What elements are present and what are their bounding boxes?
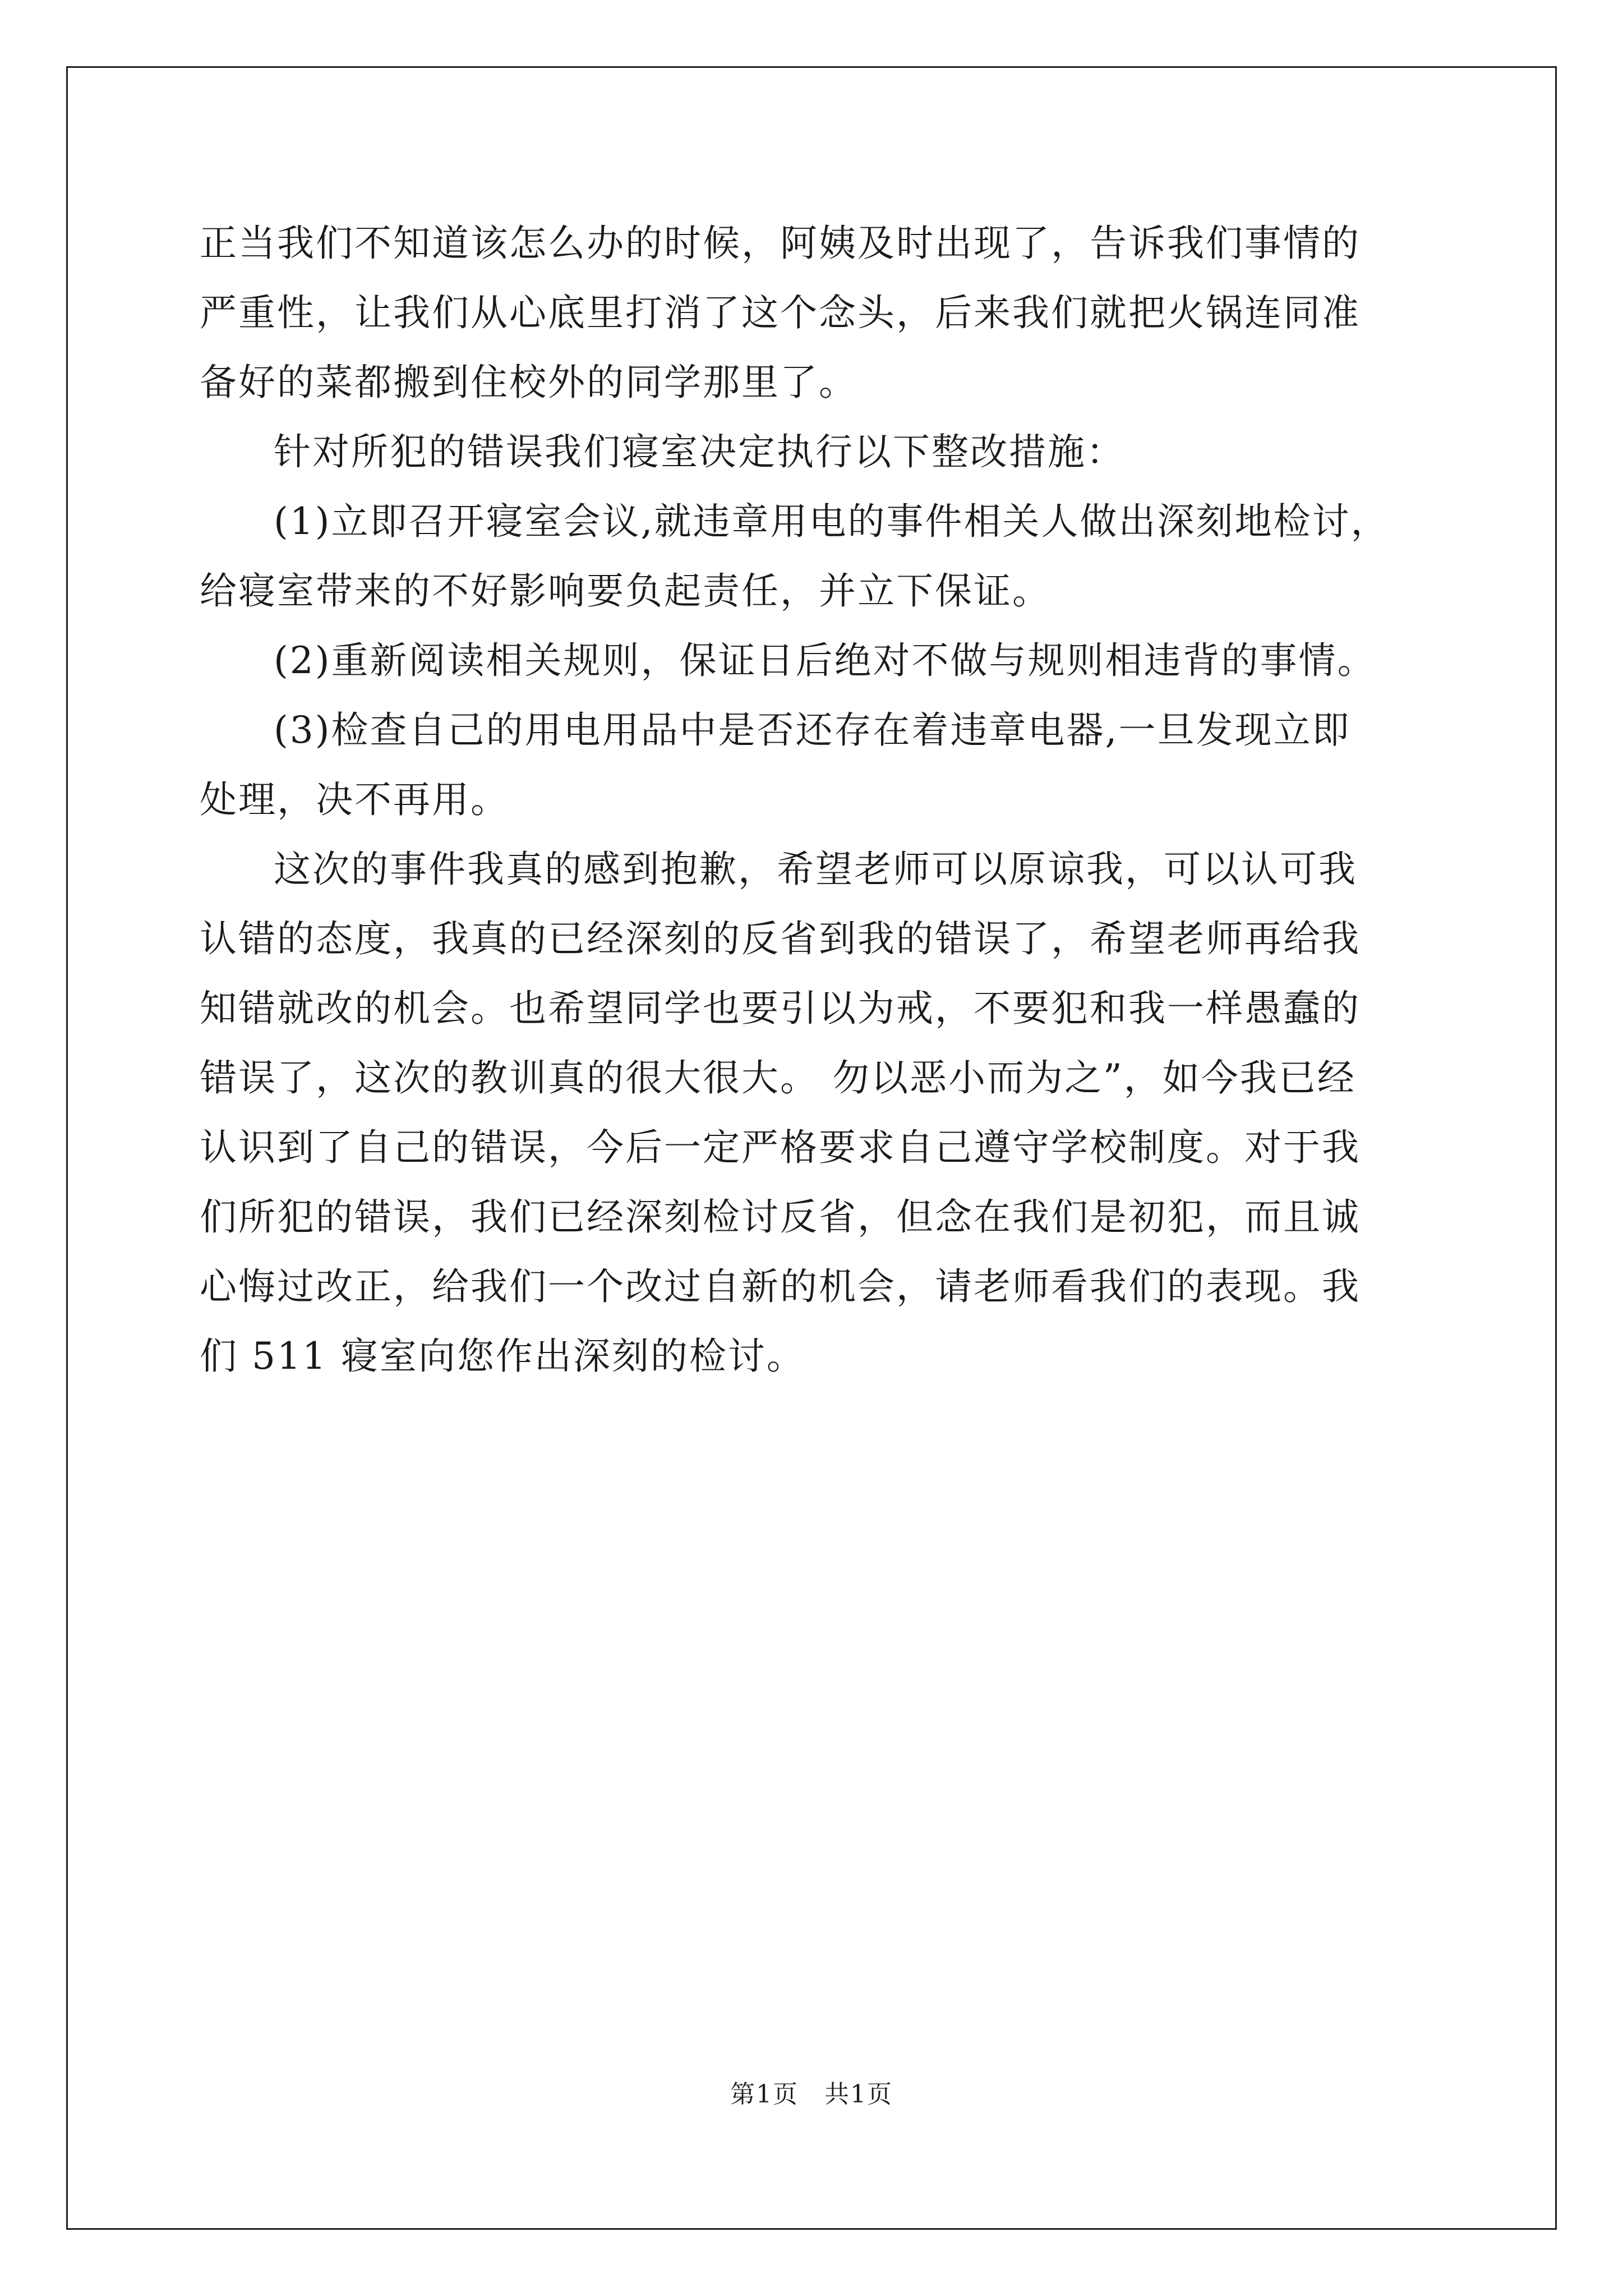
text-line: 给寝室带来的不好影响要负起责任，并立下保证。 bbox=[200, 569, 1051, 613]
text-line: 知错就改的机会。也希望同学也要引以为戒，不要犯和我一样愚蠢的 bbox=[200, 987, 1361, 1030]
text-line: 认错的态度，我真的已经深刻的反省到我的错误了，希望老师再给我 bbox=[200, 917, 1361, 960]
page-number-footer: 第1页 共1页 bbox=[730, 2080, 893, 2109]
paragraph-start-line: (2)重新阅读相关规则，保证日后绝对不做与规则相违背的事情。 bbox=[274, 639, 1376, 682]
paragraph-start-line: 针对所犯的错误我们寝室决定执行以下整改措施： bbox=[274, 430, 1125, 473]
paragraph-start-line: (1)立即召开寝室会议,就违章用电的事件相关人做出深刻地检讨， bbox=[274, 500, 1390, 543]
text-line: 备好的菜都搬到住校外的同学那里了。 bbox=[200, 361, 857, 404]
text-line: 处理，决不再用。 bbox=[200, 778, 509, 821]
document-body bbox=[200, 209, 1433, 1391]
paragraph-start-line: 这次的事件我真的感到抱歉，希望老师可以原谅我，可以认可我 bbox=[274, 848, 1357, 891]
text-line: 们所犯的错误，我们已经深刻检讨反省，但念在我们是初犯，而且诚 bbox=[200, 1195, 1361, 1239]
text-line: 们 511 寝室向您作出深刻的检讨。 bbox=[200, 1335, 805, 1378]
text-line: 严重性，让我们从心底里打消了这个念头，后来我们就把火锅连同准 bbox=[200, 291, 1361, 334]
paragraph-start-line: (3)检查自己的用电用品中是否还存在着违章电器,一旦发现立即 bbox=[274, 708, 1351, 752]
text-line: 正当我们不知道该怎么办的时候，阿姨及时出现了，告诉我们事情的 bbox=[200, 222, 1361, 265]
text-line: 错误了，这次的教训真的很大很大。 勿以恶小而为之”，如今我已经 bbox=[200, 1056, 1356, 1099]
text-line: 认识到了自己的错误，今后一定严格要求自己遵守学校制度。对于我 bbox=[200, 1126, 1361, 1169]
text-line: 心悔过改正，给我们一个改过自新的机会，请老师看我们的表现。我 bbox=[200, 1265, 1361, 1308]
